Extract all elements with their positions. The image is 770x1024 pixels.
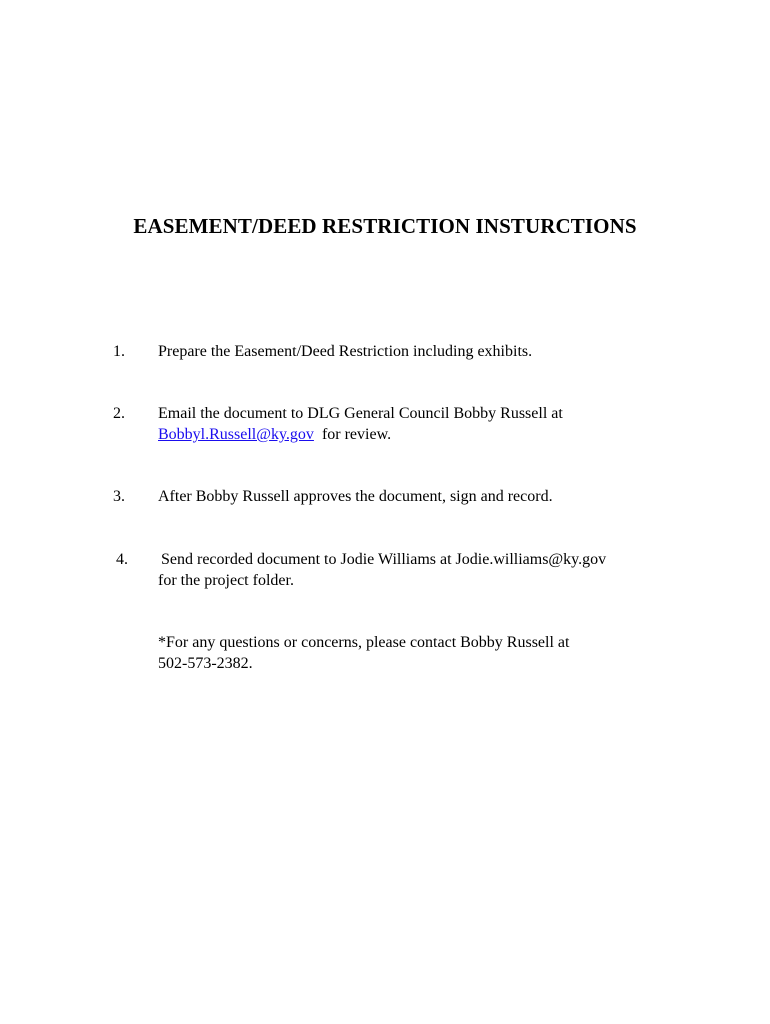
step-line: Prepare the Easement/Deed Restriction including exhibits. bbox=[158, 343, 533, 360]
step-number: 4. bbox=[116, 551, 128, 568]
step-line: for the project folder. bbox=[158, 572, 294, 589]
document-title: EASEMENT/DEED RESTRICTION INSTURCTIONS bbox=[133, 214, 637, 238]
step-line: After Bobby Russell approves the document, sign and record. bbox=[158, 488, 553, 505]
step-line: Send recorded document to Jodie Williams at Jodie.williams@ky.gov bbox=[161, 551, 607, 568]
step-line: Email the document to DLG General Council Bobby Russell at bbox=[158, 405, 563, 422]
note-text bbox=[158, 632, 678, 674]
note-line: *For any questions or concerns, please contact Bobby Russell at bbox=[158, 634, 570, 651]
step-line-suffix: for review. bbox=[321, 426, 392, 443]
step-text bbox=[158, 341, 678, 362]
step-text bbox=[158, 403, 678, 445]
step-text bbox=[158, 549, 678, 591]
email-link[interactable]: Bobbyl.Russell@ky.gov bbox=[158, 426, 314, 443]
step-line bbox=[158, 424, 678, 445]
step-number: 1. bbox=[113, 343, 125, 360]
step-text bbox=[158, 486, 678, 507]
step-number: 2. bbox=[113, 405, 125, 422]
step-number: 3. bbox=[113, 488, 125, 505]
note-line: 502-573-2382. bbox=[158, 655, 253, 672]
